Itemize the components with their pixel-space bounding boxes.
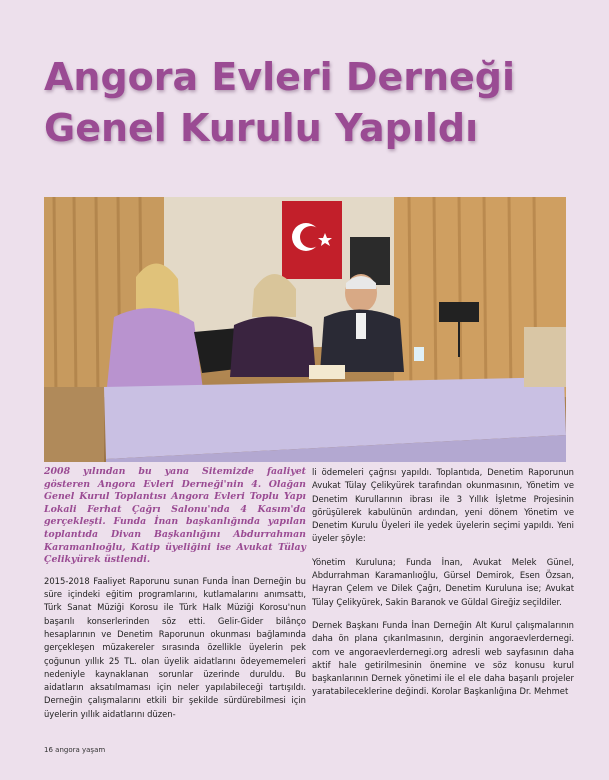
title-line-2: Genel Kurulu Yapıldı	[44, 106, 479, 150]
page-footer	[44, 746, 105, 754]
title-line-1: Angora Evleri Derneği	[44, 55, 516, 99]
article-paragraph: 2015-2018 Faaliyet Raporunu sunan Funda İnan Derneğin bu süre içindeki eğitim programlarını, kutlamalarını anımsattı, Türk Sanat Müziği Korosu ile Türk Halk Müziği Korosu'nun başarılı konserlerinden söz etti. Gelir-Gider bilânço hesaplarının ve Denetim Raporunun okunması bağlamında gerçekleşen müzakereler sırasında özellikle üyelerin pek çoğunun yıllık 25 TL. olan üyelik aidatlarını ödeyememeleri nedeniyle kaynaklanan sorunlar üzerinde duruldu. Bu aidatların aksatılmaması için neler yapılabileceği tartışıldı. Derneğin çalışmalarını etkili bir şekilde sürdürebilmesi için üyelerin yıllık aidatlarını düzen-	[44, 575, 306, 719]
meeting-photo	[44, 197, 566, 462]
article-column-left	[44, 466, 306, 721]
article-paragraph: Dernek Başkanı Funda İnan Derneğin Alt Kurul çalışmalarının daha ön plana çıkarılmasının, derginin angoraevlerdernegi. com ve angoraevlerdernegi.org adresli web sayfasının daha aktif hale getirilmesinin önemine ve söz konusu kurul başkanlarının Dernek yönetimi ile el ele daha başarılı projeler yaratabileceklerine değindi. Korolar Başkanlığına Dr. Mehmet	[312, 619, 574, 697]
page-number: 16	[44, 746, 53, 754]
article-lead: 2008 yılından bu yana Sitemizde faaliyet gösteren Angora Evleri Derneği'nin 4. Olağan Genel Kurul Toplantısı Angora Evleri Toplu Yapı Lokali Ferhat Çağrı Salonu'nda 4 Kasım'da gerçekleşti. Funda İnan başkanlığında yapılan toplantıda Divan Başkanlığını Abdurrahman Karamanlıoğlu, Katip üyeliğini ise Avukat Tülay Çelikyürek üstlendi.	[44, 466, 306, 566]
magazine-name: angora yaşam	[55, 746, 106, 754]
article-column-right	[312, 466, 574, 699]
article-paragraph: Yönetim Kuruluna; Funda İnan, Avukat Melek Günel, Abdurrahman Karamanlıoğlu, Gürsel Demirok, Esen Özsan, Hayran Çelem ve Dilek Çağrı, Denetim Kuruluna ise; Avukat Tülay Çelikyürek, Sakin Baranok ve Güldal Gireğiz seçildiler.	[312, 556, 574, 607]
article-paragraph: li ödemeleri çağrısı yapıldı. Toplantıda, Denetim Raporunun Avukat Tülay Çelikyürek tarafından okunmasının, Yönetim ve Denetim Kurullarının ibrası ile 3 Yıllık İşletme Projesinin görüşülerek kabulünün ardından, yeni dönem Yönetim ve Denetim Kurulu Üyeleri ile yedek üyelerin seçimi yapıldı. Yeni üyeler şöyle:	[312, 467, 574, 544]
article-title	[44, 52, 584, 154]
